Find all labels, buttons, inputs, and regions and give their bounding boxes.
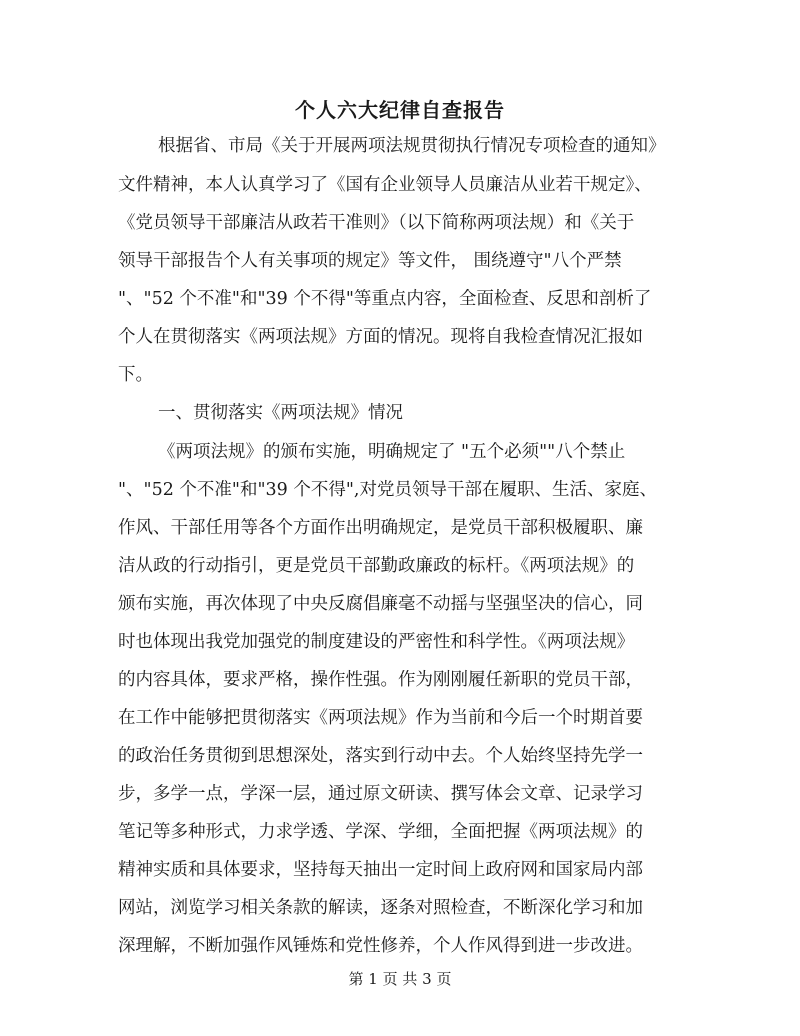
paragraph-line: "、"52 个不准"和"39 个不得"等重点内容，全面检查、反思和剖析了 [118,289,652,309]
paragraph-line: 网站，浏览学习相关条款的解读，逐条对照检查，不断深化学习和加 [118,898,643,918]
paragraph-line: 的内容具体，要求严格，操作性强。作为刚刚履任新职的党员干部， [118,670,643,690]
paragraph-line: "、"52 个不准"和"39 个不得",对党员领导干部在履职、生活、家庭、 [118,480,657,500]
paragraph-line: 作风、干部任用等各个方面作出明确规定，是党员干部积极履职、廉 [118,518,643,538]
paragraph-line: 洁从政的行动指引，更是党员干部勤政廉政的标杆。《两项法规》的 [118,556,635,576]
paragraph-line: 《党员领导干部廉洁从政若干准则》（以下简称两项法规）和《关于 [118,213,635,233]
paragraph-line: 根据省、市局《关于开展两项法规贯彻执行情况专项检查的通知》 [158,136,666,156]
paragraph-line: 时也体现出我党加强党的制度建设的严密性和科学性。《两项法规》 [118,632,635,652]
paragraph-line: 颁布实施，再次体现了中央反腐倡廉毫不动摇与坚强坚决的信心，同 [118,594,643,614]
paragraph-line: 下。 [118,365,153,385]
paragraph-line: 在工作中能够把贯彻落实《两项法规》作为当前和今后一个时期首要 [118,708,643,728]
page-number: 第 1 页 共 3 页 [348,970,452,988]
paragraph-line: 个人在贯彻落实《两项法规》方面的情况。现将自我检查情况汇报如 [118,327,643,347]
paragraph-line: 《两项法规》的颁布实施，明确规定了 "五个必须""八个禁止 [158,442,626,462]
paragraph-line: 步，多学一点，学深一层，通过原文研读、撰写体会文章、记录学习 [118,784,643,804]
document-title: 个人六大纪律自查报告 [295,98,505,122]
paragraph-line: 精神实质和具体要求，坚持每天抽出一定时间上政府网和国家局内部 [118,860,643,880]
paragraph-line: 笔记等多种形式，力求学透、学深、学细，全面把握《两项法规》的 [118,822,643,842]
paragraph-line: 深理解，不断加强作风锤炼和党性修养，个人作风得到进一步改进。 [118,936,643,956]
paragraph-line: 的政治任务贯彻到思想深处，落实到行动中去。个人始终坚持先学一 [118,746,643,766]
paragraph-line: 领导干部报告个人有关事项的规定》等文件， 围绕遵守"八个严禁 [118,251,622,271]
paragraph-line: 文件精神，本人认真学习了《国有企业领导人员廉洁从业若干规定》、 [118,175,652,195]
section-heading: 一、贯彻落实《两项法规》情况 [158,403,403,423]
